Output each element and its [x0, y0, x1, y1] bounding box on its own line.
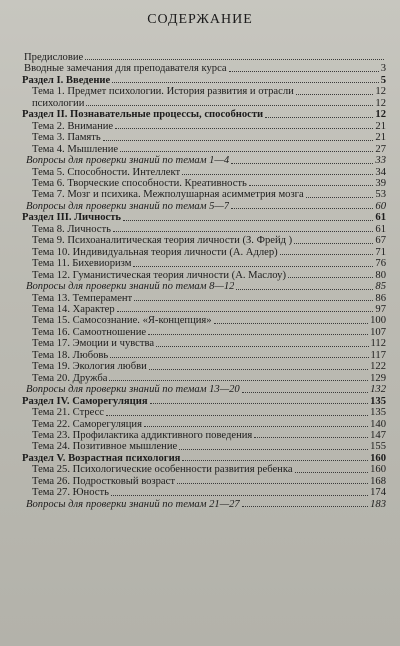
toc-entry-questions: [14, 384, 386, 395]
dot-leader: [177, 483, 368, 484]
dot-leader: [106, 415, 368, 416]
toc-entry-topic: [14, 338, 386, 349]
toc-entry-label: Раздел III. Личность: [22, 212, 122, 224]
dot-leader: [179, 449, 368, 450]
dot-leader: [229, 71, 379, 72]
toc-entry-topic: [14, 132, 386, 143]
toc-entry-label: Раздел IV. Саморегуляция: [22, 395, 148, 407]
toc-entry-page-number: 34: [375, 166, 386, 178]
toc-entry-label: Тема 1. Предмет психологии. История развития и отрасли: [32, 86, 294, 98]
toc-entry-page-number: 86: [375, 292, 386, 304]
toc-entry-label: Тема 22. Саморегуляция: [32, 418, 142, 430]
dot-leader: [109, 380, 368, 381]
dot-leader: [294, 243, 373, 244]
dot-leader: [231, 208, 373, 209]
dot-leader: [113, 231, 373, 232]
toc-entry-page-number: 76: [375, 258, 386, 270]
toc-entry-topic: [14, 407, 386, 418]
toc-entry-label: Тема 6. Творческие способности. Креативность: [32, 177, 247, 189]
toc-entry-topic: [14, 373, 386, 384]
toc-entry-topic-cont: [14, 98, 386, 109]
toc-entry-topic: [14, 464, 386, 475]
toc-entry-label: Тема 27. Юность: [32, 487, 109, 499]
toc-entry-label: Тема 26. Подростковый возраст: [32, 475, 175, 487]
toc-entry-label: Тема 16. Самоотношение: [32, 326, 147, 338]
toc-entry-page-number: 112: [370, 338, 386, 350]
dot-leader: [242, 392, 368, 393]
toc-entry-label: Тема 15. Самосознание. «Я-концепция»: [32, 315, 212, 327]
toc-entry-topic: [14, 144, 386, 155]
dot-leader: [231, 163, 373, 164]
toc-entry-label: Тема 3. Память: [32, 132, 101, 144]
toc-entry-section: [14, 109, 386, 120]
dot-leader: [288, 277, 373, 278]
dot-leader: [182, 174, 373, 175]
toc-entry-topic: [14, 476, 386, 487]
toc-entry-label: Тема 20. Дружба: [32, 372, 108, 384]
dot-leader: [133, 266, 373, 267]
toc-entry-page-number: 140: [370, 418, 386, 430]
toc-entry-page-number: 160: [370, 452, 386, 464]
toc-entry-topic: [14, 487, 386, 498]
toc-entry-topic: [14, 86, 386, 97]
toc-entry-label: Тема 2. Внимание: [32, 120, 114, 132]
dot-leader: [149, 369, 368, 370]
toc-entry-page-number: 60: [375, 200, 386, 212]
toc-entry-topic: [14, 235, 386, 246]
toc-entry-page-number: 168: [370, 475, 386, 487]
toc-entry-page-number: 132: [370, 384, 386, 396]
toc-entry-page-number: 71: [375, 246, 386, 258]
toc-entry-page-number: 12: [375, 109, 386, 121]
toc-entry-page-number: 67: [375, 235, 386, 247]
dot-leader: [85, 59, 384, 60]
dot-leader: [123, 220, 373, 221]
toc-entry-topic: [14, 361, 386, 372]
toc-entry-questions: [14, 499, 386, 510]
dot-leader: [236, 289, 373, 290]
toc-entry-page-number: 135: [370, 407, 386, 419]
toc-entry-label: Тема 21. Стресс: [32, 407, 104, 419]
dot-leader: [182, 460, 368, 461]
toc-entry-topic: [14, 121, 386, 132]
dot-leader: [295, 472, 369, 473]
toc-entry-label: Тема 17. Эмоции и чувства: [32, 338, 155, 350]
toc-entry-topic: [14, 419, 386, 430]
toc-entry-questions: [14, 201, 386, 212]
dot-leader: [86, 105, 373, 106]
toc-entry-topic: [14, 441, 386, 452]
toc-entry-intro: [14, 63, 386, 74]
toc-entry-label: Тема 23. Профилактика аддиктивного поведения: [32, 429, 253, 441]
toc-entry-page-number: 183: [370, 498, 386, 510]
toc-entry-page-number: 21: [375, 132, 386, 144]
dot-leader: [117, 311, 374, 312]
toc-entry-page-number: 97: [375, 303, 386, 315]
toc-entry-page-number: 12: [375, 86, 386, 98]
toc-entry-topic: [14, 304, 386, 315]
toc-entry-topic: [14, 327, 386, 338]
toc-entry-topic: [14, 178, 386, 189]
toc-entry-topic: [14, 189, 386, 200]
toc-entry-label: Раздел II. Познавательные процессы, способности: [22, 109, 264, 121]
toc-entry-label: Тема 24. Позитивное мышление: [32, 441, 178, 453]
toc-entry-page-number: 61: [375, 223, 386, 235]
toc-entry-topic: [14, 315, 386, 326]
toc-entry-page-number: 135: [370, 395, 386, 407]
dot-leader: [111, 495, 368, 496]
toc-entry-page-number: 80: [375, 269, 386, 281]
toc-entry-topic: [14, 293, 386, 304]
toc-entry-label: Тема 9. Психоаналитическая теория личности (З. Фрейд ): [32, 235, 293, 247]
toc-entry-page-number: 174: [370, 487, 386, 499]
page-title: СОДЕРЖАНИЕ: [147, 12, 253, 27]
dot-leader: [144, 426, 368, 427]
toc-entry-label: Предисловие: [24, 52, 84, 63]
toc-entry-label: Тема 5. Способности. Интеллект: [32, 166, 181, 178]
toc-entry-label: Раздел I. Введение: [22, 74, 111, 86]
dot-leader: [242, 506, 368, 507]
toc-entry-topic: [14, 350, 386, 361]
dot-leader: [254, 437, 368, 438]
toc-entry-label: Раздел V. Возрастная психология: [22, 452, 181, 464]
toc-entry-page-number: 117: [370, 349, 386, 361]
dot-leader: [280, 254, 374, 255]
toc-entry-topic: [14, 224, 386, 235]
toc-entry-label: психологии: [32, 97, 85, 109]
toc-entry-page-number: 12: [375, 97, 386, 109]
toc-entry-page-number: 122: [370, 361, 386, 373]
toc-entry-section: [14, 75, 386, 86]
dot-leader: [120, 151, 373, 152]
toc-entry-label: Тема 4. Мышление: [32, 143, 119, 155]
toc-entry-page-number: 155: [370, 441, 386, 453]
toc-entry-questions: [14, 155, 386, 166]
toc-entry-page-number: 39: [375, 177, 386, 189]
toc-entry-label: Тема 14. Характер: [32, 303, 115, 315]
dot-leader: [306, 197, 374, 198]
toc-entry-page-number: 33: [375, 155, 386, 167]
toc-entry-intro: [14, 52, 386, 63]
toc-entry-label: Тема 11. Бихевиоризм: [32, 258, 132, 270]
dot-leader: [148, 334, 368, 335]
toc-entry-label: Тема 12. Гуманистическая теория личности (А. Маслоу): [32, 269, 286, 281]
toc-entry-page-number: 160: [370, 464, 386, 476]
toc-entry-page-number: 21: [375, 120, 386, 132]
dot-leader: [249, 185, 374, 186]
toc-entry-page-number: 61: [375, 212, 386, 224]
dot-leader: [156, 346, 368, 347]
dot-leader: [265, 117, 373, 118]
toc-entry-page-number: 53: [375, 189, 386, 201]
dot-leader: [110, 357, 368, 358]
toc-entry-label: Тема 10. Индивидуальная теория личности (А. Адлер): [32, 246, 278, 258]
toc-entry-section: [14, 212, 386, 223]
dot-leader: [112, 82, 378, 83]
toc-entry-label: Тема 25. Психологические особенности развития ребенка: [32, 464, 293, 476]
toc-entry-page-number: 107: [370, 326, 386, 338]
dot-leader: [214, 323, 369, 324]
toc-entry-label: Вопросы для проверки знаний по темам 5—7: [26, 200, 230, 212]
toc-entry-section: [14, 396, 386, 407]
toc-entry-topic: [14, 258, 386, 269]
toc-entry-page-number: 100: [370, 315, 386, 327]
toc-entry-section: [14, 453, 386, 464]
toc-entry-questions: [14, 281, 386, 292]
dot-leader: [115, 128, 373, 129]
dot-leader: [296, 94, 374, 95]
toc-entry-page-number: 5: [380, 74, 386, 86]
toc-entry-label: Вопросы для проверки знаний по темам 13—20: [26, 384, 240, 396]
dot-leader: [150, 403, 369, 404]
toc-entry-label: Тема 8. Личность: [32, 223, 111, 235]
table-of-contents: [14, 52, 386, 510]
toc-entry-page-number: 3: [380, 63, 386, 75]
dot-leader: [134, 300, 373, 301]
toc-entry-label: Вопросы для проверки знаний по темам 21—27: [26, 498, 240, 510]
toc-entry-page-number: 147: [370, 429, 386, 441]
toc-entry-page-number: 27: [375, 143, 386, 155]
toc-entry-page-number: 85: [375, 281, 386, 293]
toc-entry-topic: [14, 270, 386, 281]
toc-entry-topic: [14, 167, 386, 178]
dot-leader: [103, 140, 374, 141]
toc-entry-label: Тема 13. Темперамент: [32, 292, 133, 304]
toc-entry-topic: [14, 247, 386, 258]
toc-entry-label: Тема 18. Любовь: [32, 349, 109, 361]
toc-entry-label: Вопросы для проверки знаний по темам 8—12: [26, 281, 235, 293]
toc-entry-label: Вопросы для проверки знаний по темам 1—4: [26, 155, 230, 167]
toc-entry-label: Вводные замечания для преподавателя курса: [24, 63, 227, 75]
toc-entry-topic: [14, 430, 386, 441]
toc-entry-page-number: 129: [370, 372, 386, 384]
toc-entry-label: Тема 7. Мозг и психика. Межполушарная асимметрия мозга: [32, 189, 304, 201]
toc-entry-label: Тема 19. Экология любви: [32, 361, 147, 373]
